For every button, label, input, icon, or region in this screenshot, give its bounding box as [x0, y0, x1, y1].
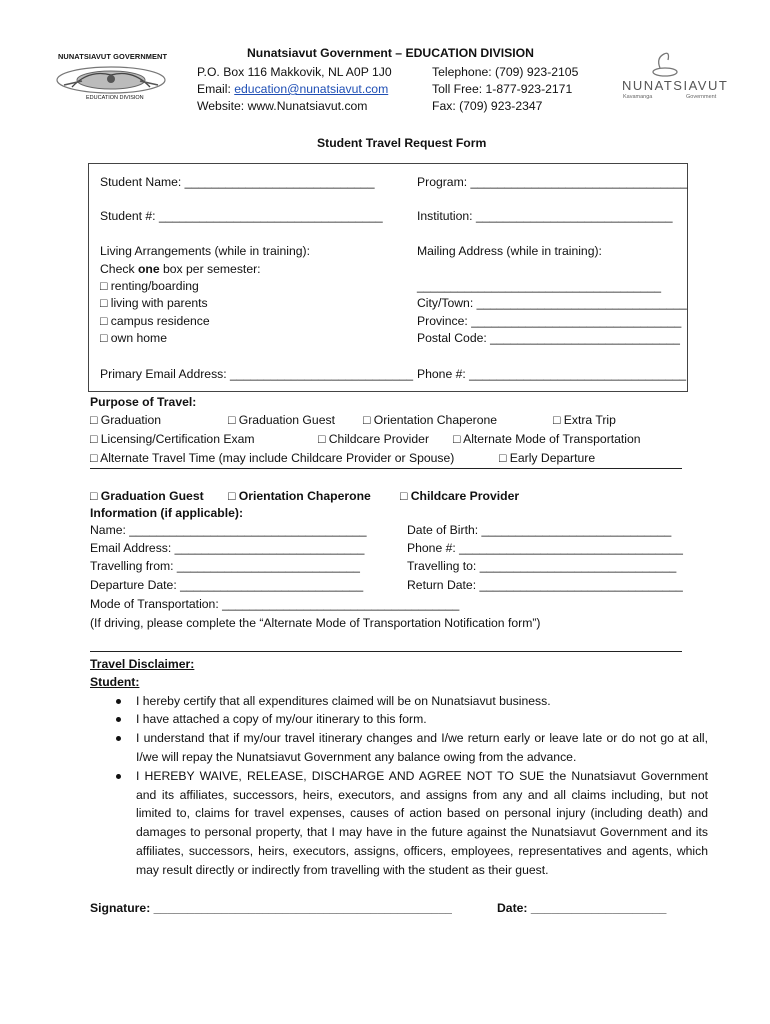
- signature-field[interactable]: Signature: ____________________________________________: [90, 901, 452, 915]
- header-telephone: Telephone: (709) 923-2105: [432, 65, 579, 79]
- disclaimer-item: I hereby certify that all expenditures claimed will be on Nunatsiavut business.: [136, 694, 551, 708]
- parents-checkbox[interactable]: □ living with parents: [100, 296, 208, 310]
- bullet-icon: [116, 774, 121, 779]
- student-name-field[interactable]: Student Name: ____________________________: [100, 175, 375, 189]
- guest-name-field[interactable]: Name: ___________________________________: [90, 523, 367, 537]
- childcare-provider-checkbox[interactable]: □ Childcare Provider: [318, 432, 429, 446]
- divider: [90, 651, 682, 652]
- orientation-chaperone-checkbox[interactable]: □ Orientation Chaperone: [363, 413, 498, 427]
- header-title: Nunatsiavut Government – EDUCATION DIVISION: [247, 46, 534, 60]
- departure-date-field[interactable]: Departure Date: ___________________________: [90, 578, 364, 592]
- logo-right-sub2: Government: [686, 94, 717, 100]
- student-number-field[interactable]: Student #: _________________________________: [100, 209, 383, 223]
- logo-right: [620, 48, 729, 106]
- check-pre: Check: [100, 262, 138, 276]
- disclaimer-item: I HEREBY WAIVE, RELEASE, DISCHARGE AND AGREE NOT TO SUE the Nunatsiavut Government and its affiliates, successors, heirs, executors, and assigns from any and all claims including, but not limited to, claims for travel expenses, causes of action based on personal injury (including death) and damages to personal property, that I may have in the future against the Nunatsiavut Government and its affiliates, successors, heirs, executors, assigns, officers, employees, representatives and agents, which may result directly or indirectly from travelling with the student as their guest.: [136, 769, 708, 877]
- guest-email-field[interactable]: Email Address: ____________________________: [90, 541, 365, 555]
- own-home-checkbox[interactable]: □ own home: [100, 331, 167, 345]
- renting-checkbox[interactable]: □ renting/boarding: [100, 279, 199, 293]
- email-link[interactable]: education@nunatsiavut.com: [234, 82, 389, 96]
- guest-graduation-checkbox[interactable]: □ Graduation Guest: [90, 489, 204, 503]
- drum-icon: [650, 48, 680, 78]
- check-post: box per semester:: [159, 262, 261, 276]
- logo-left-sub: EDUCATION DIVISION: [86, 95, 144, 101]
- bullet-icon: [116, 699, 121, 704]
- graduation-checkbox[interactable]: □ Graduation: [90, 413, 162, 427]
- province-field[interactable]: Province: _______________________________: [417, 314, 682, 328]
- city-field[interactable]: City/Town: _______________________________: [417, 296, 687, 310]
- early-departure-checkbox[interactable]: □ Early Departure: [499, 451, 596, 465]
- travelling-to-field[interactable]: Travelling to: _____________________________: [407, 559, 677, 573]
- extra-trip-checkbox[interactable]: □ Extra Trip: [553, 413, 616, 427]
- return-date-field[interactable]: Return Date: ______________________________: [407, 578, 683, 592]
- institution-field[interactable]: Institution: _____________________________: [417, 209, 673, 223]
- disclaimer-subheading: Student:: [90, 675, 140, 689]
- bullet-icon: [116, 736, 121, 741]
- mailing-address-label: Mailing Address (while in training):: [417, 244, 602, 258]
- driving-note: (If driving, please complete the “Alternate Mode of Transportation Notification form”): [90, 616, 541, 630]
- disclaimer-item: I understand that if my/our travel itinerary changes and I/we return early or leave late or do not go at all, I/we will repay the Nunatsiavut Government any balance owing from the advance.: [136, 731, 708, 764]
- licensing-checkbox[interactable]: □ Licensing/Certification Exam: [90, 432, 255, 446]
- guest-phone-field[interactable]: Phone #: _________________________________: [407, 541, 683, 555]
- email-label: Email:: [197, 82, 235, 96]
- postal-code-field[interactable]: Postal Code: ____________________________: [417, 331, 680, 345]
- mailing-address-field[interactable]: ____________________________________: [417, 279, 662, 293]
- header-email-row: [197, 82, 388, 96]
- campus-checkbox[interactable]: □ campus residence: [100, 314, 210, 328]
- logo-left-text: NUNATSIAVUT GOVERNMENT: [58, 52, 168, 61]
- purpose-heading: Purpose of Travel:: [90, 395, 197, 409]
- travelling-from-field[interactable]: Travelling from: ___________________________: [90, 559, 360, 573]
- info-heading: Information (if applicable):: [90, 506, 244, 520]
- phone-field[interactable]: Phone #: ________________________________: [417, 367, 687, 381]
- disclaimer-item: I have attached a copy of my/our itinerary to this form.: [136, 712, 427, 726]
- form-title: Student Travel Request Form: [317, 136, 487, 150]
- header-toll-free: Toll Free: 1-877-923-2171: [432, 82, 573, 96]
- logo-right-sub1: Kavamanga: [623, 94, 653, 100]
- header-address: P.O. Box 116 Makkovik, NL A0P 1J0: [197, 65, 392, 79]
- guest-dob-field[interactable]: Date of Birth: ____________________________: [407, 523, 672, 537]
- living-arrangements-label: Living Arrangements (while in training):: [100, 244, 310, 258]
- header-website: Website: www.Nunatsiavut.com: [197, 99, 368, 113]
- check-bold: one: [137, 262, 160, 276]
- logo-right-text: NUNATSIAVUT: [622, 78, 729, 93]
- check-one-instruction: [100, 262, 261, 276]
- guest-childcare-checkbox[interactable]: □ Childcare Provider: [400, 489, 520, 503]
- graduation-guest-checkbox[interactable]: □ Graduation Guest: [228, 413, 335, 427]
- disclaimer-heading: Travel Disclaimer:: [90, 657, 195, 671]
- student-info-box: [88, 163, 688, 392]
- divider: [90, 468, 682, 469]
- date-field[interactable]: Date: ____________________: [497, 901, 667, 915]
- header-fax: Fax: (709) 923-2347: [432, 99, 543, 113]
- alternate-time-checkbox[interactable]: □ Alternate Travel Time (may include Childcare Provider or Spouse): [90, 451, 455, 465]
- logo-left: [54, 52, 169, 107]
- alternate-mode-checkbox[interactable]: □ Alternate Mode of Transportation: [453, 432, 641, 446]
- bullet-icon: [116, 717, 121, 722]
- mode-of-transport-field[interactable]: Mode of Transportation: ___________________________________: [90, 597, 460, 611]
- program-field[interactable]: Program: ________________________________: [417, 175, 688, 189]
- guest-orientation-checkbox[interactable]: □ Orientation Chaperone: [228, 489, 371, 503]
- primary-email-field[interactable]: Primary Email Address: ___________________________: [100, 367, 414, 381]
